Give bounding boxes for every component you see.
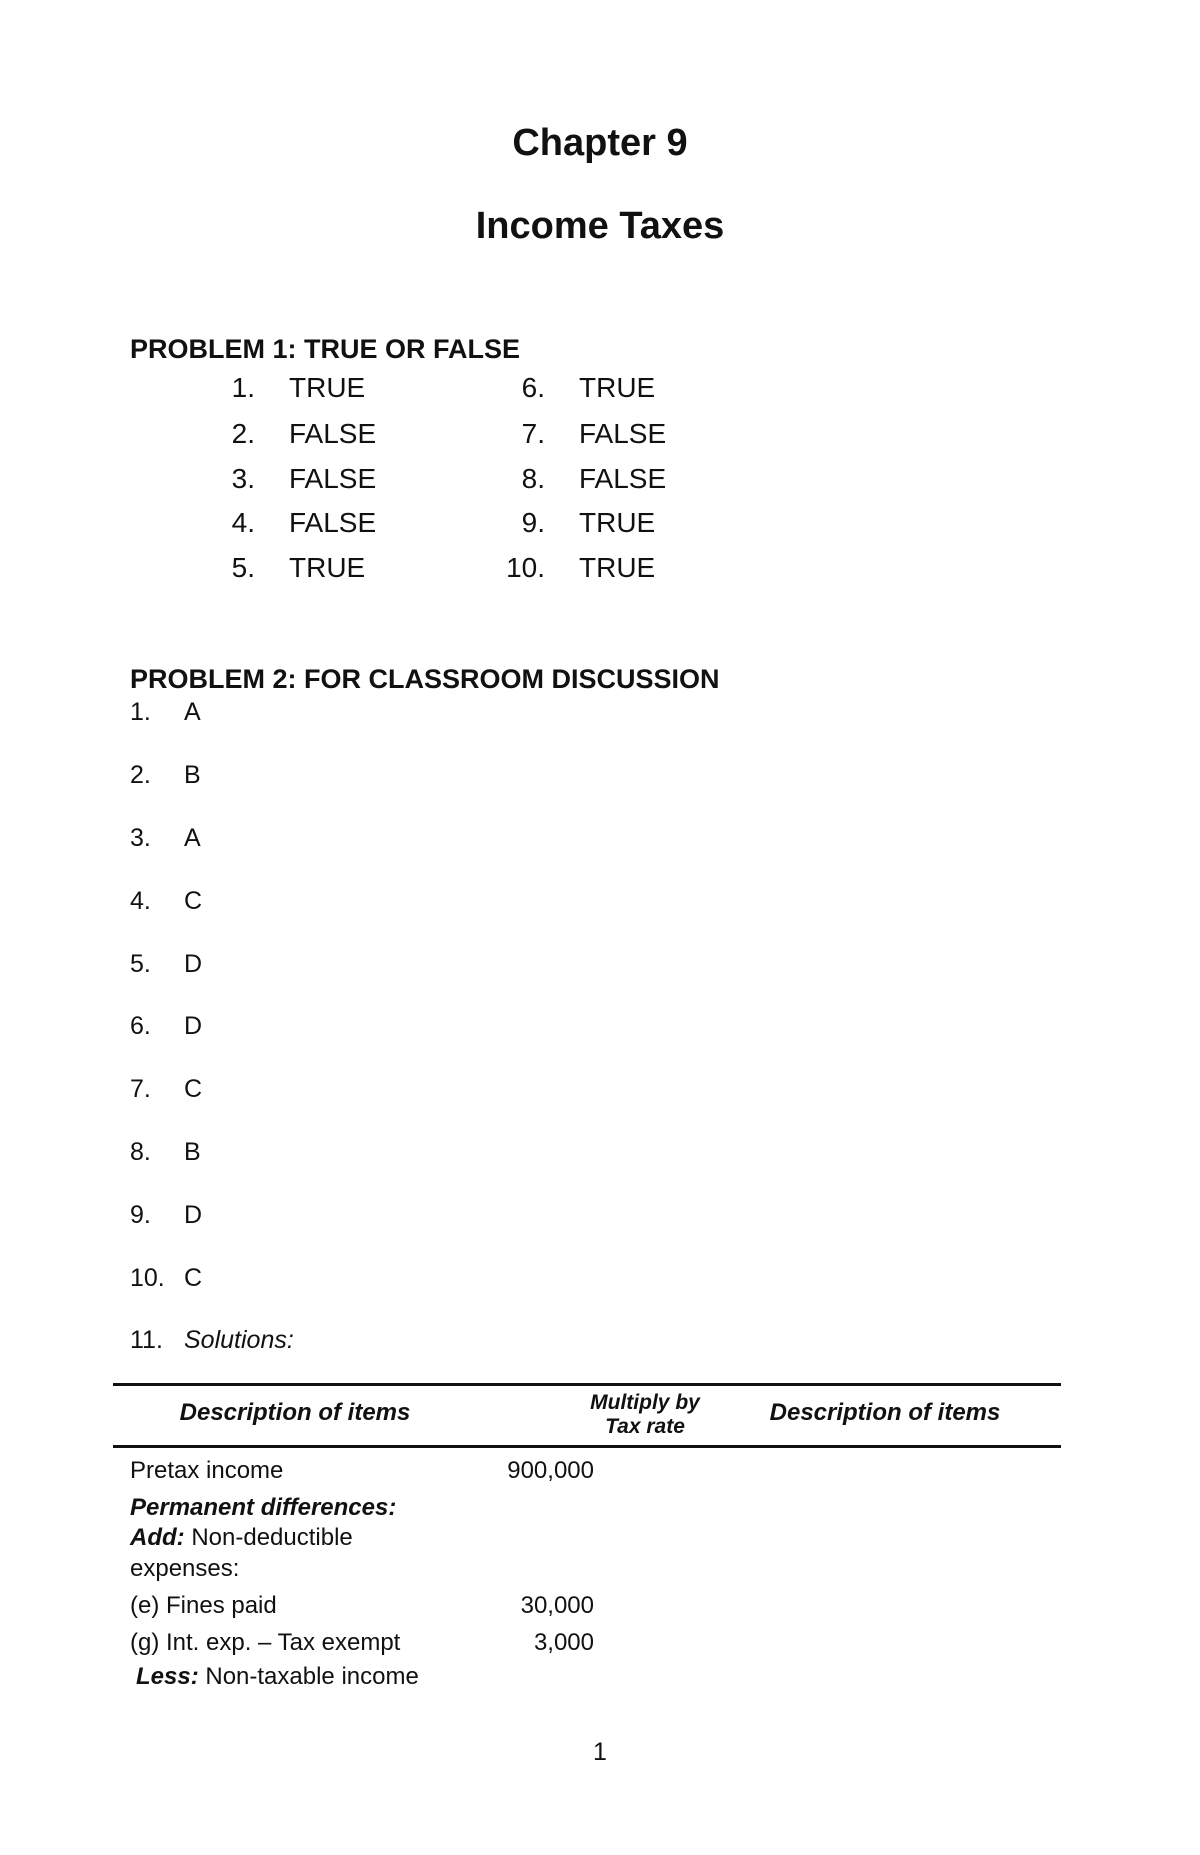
list-item: 9. D <box>130 1201 203 1229</box>
row-value-interest-expense: 3,000 <box>533 1629 594 1656</box>
list-item: 6. D <box>130 1012 203 1040</box>
row-label-add-continued: expenses: <box>130 1555 240 1582</box>
column-header-description-2: Description of items <box>769 1399 1001 1426</box>
list-item: 7. C <box>130 1075 203 1103</box>
list-item: 5. D <box>130 950 203 978</box>
row-label-add: Add: Non-deductible <box>130 1524 353 1551</box>
chapter-number: Chapter 9 <box>512 122 688 164</box>
problem2-heading: PROBLEM 2: FOR CLASSROOM DISCUSSION <box>130 664 720 694</box>
problem1-heading: PROBLEM 1: TRUE OR FALSE <box>130 334 521 364</box>
list-item: 4. C <box>130 887 203 915</box>
row-value-fines: 30,000 <box>520 1592 594 1619</box>
row-value-pretax: 900,000 <box>507 1457 594 1484</box>
column-header-description: Description of items <box>179 1399 411 1426</box>
page-number: 1 <box>593 1738 607 1766</box>
row-label-less: Less: Non-taxable income <box>136 1663 419 1690</box>
list-item: 3. A <box>130 824 201 852</box>
column-header-multiply-line2: Tax rate <box>605 1415 685 1438</box>
list-item: 2. B <box>130 761 201 789</box>
column-header-multiply-line1: Multiply by <box>590 1391 700 1414</box>
row-label-pretax: Pretax income <box>130 1457 284 1484</box>
list-item: 11. Solutions: <box>130 1326 294 1354</box>
table-header-rule <box>113 1445 1061 1448</box>
row-label-interest-expense: (g) Int. exp. – Tax exempt <box>130 1629 401 1656</box>
list-item: 1. A <box>130 698 201 726</box>
row-label-permanent-differences: Permanent differences: <box>130 1494 397 1521</box>
table-top-rule <box>113 1383 1061 1386</box>
chapter-title: Income Taxes <box>475 205 725 247</box>
row-label-fines: (e) Fines paid <box>130 1592 277 1619</box>
list-item: 10. C <box>130 1264 203 1292</box>
list-item: 8. B <box>130 1138 201 1166</box>
